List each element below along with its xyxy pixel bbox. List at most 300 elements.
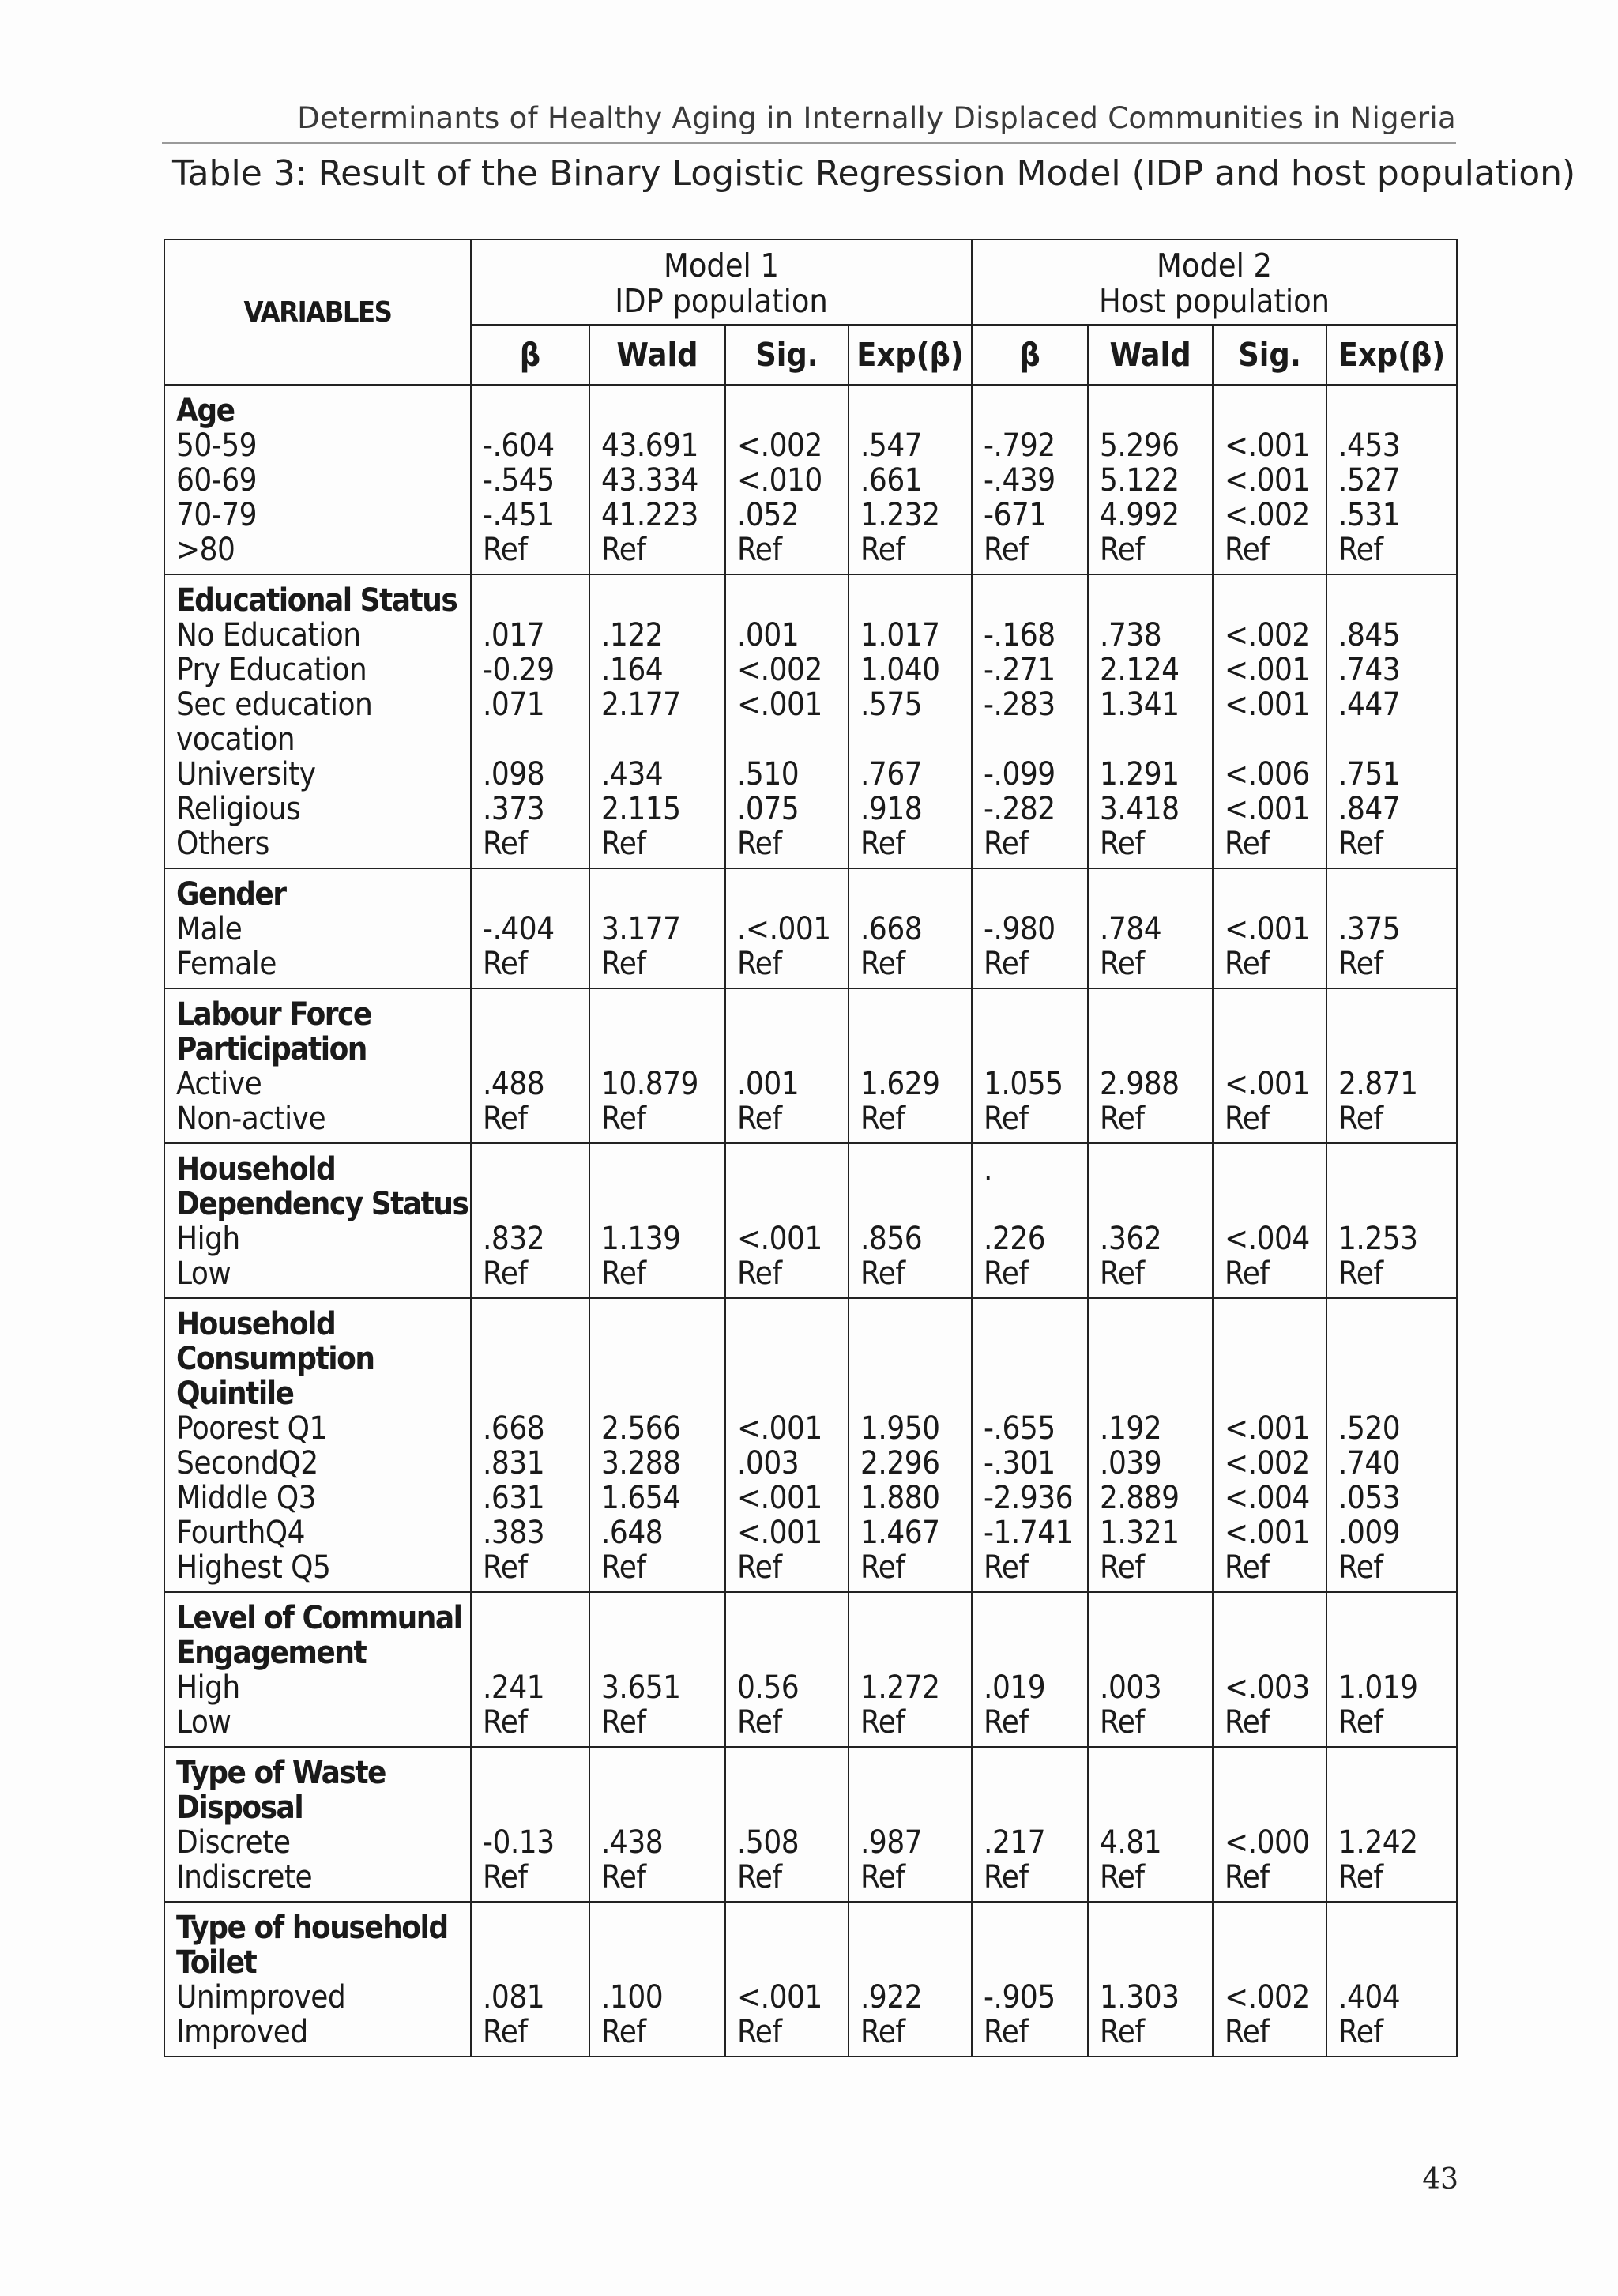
value-cell — [589, 1298, 725, 1592]
title-spacer — [1338, 1601, 1451, 1635]
model-header-row — [164, 239, 1457, 325]
value-cell — [972, 1747, 1088, 1902]
value: 1.291 — [1100, 756, 1180, 792]
title-spacer — [1100, 1376, 1207, 1411]
value: .987 — [860, 1824, 923, 1861]
value-cell — [1213, 1747, 1326, 1902]
value: .668 — [860, 911, 923, 947]
variable-group-row — [164, 1298, 1457, 1592]
title-spacer — [1225, 877, 1321, 912]
value: 2.177 — [601, 687, 681, 723]
title-spacer — [483, 1910, 584, 1945]
value-cell — [589, 1592, 725, 1747]
title-spacer — [984, 1342, 1082, 1376]
value: .488 — [483, 1066, 545, 1102]
title-spacer — [737, 1945, 843, 1980]
value: 41.223 — [601, 497, 698, 533]
value: .001 — [737, 617, 800, 653]
title-spacer — [1100, 1945, 1207, 1980]
value: 1.950 — [860, 1410, 940, 1447]
value — [601, 722, 720, 757]
value: -.792 — [984, 427, 1055, 464]
title-spacer — [1100, 583, 1207, 618]
group-title: Labour Force — [176, 996, 371, 1033]
title-spacer — [860, 1910, 966, 1945]
title-spacer — [860, 1187, 966, 1221]
col-header: β — [972, 325, 1088, 385]
value-cell — [1326, 1747, 1457, 1902]
category-label: Improved — [176, 2014, 308, 2050]
value: Ref — [860, 1859, 905, 1895]
value-cell — [972, 1592, 1088, 1747]
title-spacer — [1225, 393, 1321, 428]
title-spacer — [737, 1601, 843, 1635]
value: <.001 — [737, 1979, 822, 2016]
title-spacer — [1100, 1601, 1207, 1635]
value: -.439 — [984, 462, 1055, 499]
value: Ref — [737, 1255, 782, 1292]
title-spacer — [483, 1342, 584, 1376]
value: Ref — [1100, 1549, 1145, 1586]
value: Ref — [737, 2014, 782, 2050]
title-spacer — [483, 583, 584, 618]
title-spacer — [1100, 877, 1207, 912]
value: Ref — [984, 1101, 1029, 1137]
value: Ref — [1100, 532, 1145, 568]
value: Ref — [737, 946, 782, 982]
model2-header — [972, 239, 1457, 325]
value: 43.691 — [601, 427, 698, 464]
variable-group-row — [164, 385, 1457, 574]
value: Ref — [984, 1549, 1029, 1586]
value: Ref — [737, 1549, 782, 1586]
title-spacer — [737, 1032, 843, 1067]
model2-name: Model 2 — [1157, 247, 1272, 284]
value: <.001 — [1225, 1410, 1310, 1447]
title-spacer: . — [984, 1151, 992, 1188]
variable-group-row — [164, 1747, 1457, 1902]
variable-cell — [164, 988, 471, 1143]
title-spacer — [984, 997, 1082, 1032]
value: -.099 — [984, 756, 1055, 792]
value: .071 — [483, 687, 545, 723]
value-cell — [972, 574, 1088, 868]
category-label: Religious — [176, 791, 301, 827]
value: Ref — [1100, 946, 1145, 982]
value: .527 — [1338, 462, 1401, 499]
value: .039 — [1100, 1445, 1162, 1481]
value: 1.880 — [860, 1480, 940, 1516]
value-cell — [1213, 988, 1326, 1143]
title-spacer — [601, 1790, 720, 1825]
value-cell — [849, 1592, 972, 1747]
group-title: Household — [176, 1306, 336, 1342]
value: 1.253 — [1338, 1221, 1418, 1257]
category-label: Others — [176, 826, 269, 862]
value: .009 — [1338, 1515, 1401, 1551]
col-header: Wald — [1088, 325, 1213, 385]
value: 0.56 — [737, 1669, 800, 1706]
value: .767 — [860, 756, 923, 792]
value: .520 — [1338, 1410, 1401, 1447]
category-label: 60-69 — [176, 462, 258, 499]
category-label: Sec education — [176, 687, 373, 723]
value: 2.988 — [1100, 1066, 1180, 1102]
title-spacer — [1100, 1342, 1207, 1376]
value: 1.040 — [860, 652, 940, 688]
value-cell — [589, 868, 725, 988]
header-rule — [162, 142, 1456, 144]
value: <.002 — [1225, 617, 1310, 653]
value-cell — [589, 574, 725, 868]
value — [984, 722, 1082, 757]
variable-cell — [164, 1902, 471, 2057]
value: .751 — [1338, 756, 1401, 792]
value: 1.242 — [1338, 1824, 1418, 1861]
value: .019 — [984, 1669, 1046, 1706]
value-cell — [849, 1298, 972, 1592]
value-cell — [972, 988, 1088, 1143]
title-spacer — [1225, 1187, 1321, 1221]
category-label: 50-59 — [176, 427, 258, 464]
title-spacer — [737, 877, 843, 912]
value: .383 — [483, 1515, 545, 1551]
value: Ref — [1225, 532, 1270, 568]
title-spacer — [737, 1187, 843, 1221]
value: Ref — [984, 1704, 1029, 1741]
value: .375 — [1338, 911, 1401, 947]
value: .668 — [483, 1410, 545, 1447]
value: Ref — [601, 1255, 646, 1292]
variable-group-row — [164, 1143, 1457, 1298]
title-spacer — [483, 393, 584, 428]
group-title: Level of Communal — [176, 1600, 462, 1636]
value: .531 — [1338, 497, 1401, 533]
value: Ref — [601, 1101, 646, 1137]
title-spacer — [737, 1376, 843, 1411]
value: Ref — [1225, 1101, 1270, 1137]
value: .738 — [1100, 617, 1162, 653]
title-spacer — [483, 997, 584, 1032]
value-cell — [1326, 868, 1457, 988]
value-cell — [725, 988, 849, 1143]
title-spacer — [860, 1945, 966, 1980]
title-spacer — [984, 1376, 1082, 1411]
title-spacer — [483, 1032, 584, 1067]
value-cell — [1088, 1902, 1213, 2057]
value: <.004 — [1225, 1221, 1310, 1257]
value: -.283 — [984, 687, 1055, 723]
value: .100 — [601, 1979, 664, 2016]
value — [737, 722, 843, 757]
title-spacer — [984, 1790, 1082, 1825]
title-spacer — [483, 1945, 584, 1980]
variable-group-row — [164, 1902, 1457, 2057]
value: 2.115 — [601, 791, 681, 827]
value: 10.879 — [601, 1066, 698, 1102]
variable-group-row — [164, 574, 1457, 868]
value: .217 — [984, 1824, 1046, 1861]
title-spacer — [1338, 1945, 1451, 1980]
value-cell — [849, 1902, 972, 2057]
value-cell — [589, 1143, 725, 1298]
variables-header: VARIABLES — [164, 239, 471, 385]
title-spacer — [483, 1601, 584, 1635]
value-cell — [972, 1298, 1088, 1592]
title-spacer — [984, 877, 1082, 912]
value — [860, 722, 966, 757]
variable-cell — [164, 1143, 471, 1298]
title-spacer — [1100, 1756, 1207, 1790]
value: 3.418 — [1100, 791, 1180, 827]
col-header: β — [471, 325, 589, 385]
value: <.000 — [1225, 1824, 1310, 1861]
value: 1.321 — [1100, 1515, 1180, 1551]
group-title: Quintile — [176, 1376, 294, 1412]
title-spacer — [483, 1187, 584, 1221]
value: Ref — [601, 2014, 646, 2050]
title-spacer — [1100, 1307, 1207, 1342]
value: -.905 — [984, 1979, 1055, 2016]
value: <.001 — [1225, 687, 1310, 723]
value: 5.296 — [1100, 427, 1180, 464]
title-spacer — [1338, 1635, 1451, 1670]
category-label: SecondQ2 — [176, 1445, 318, 1481]
title-spacer — [984, 1756, 1082, 1790]
value-cell — [589, 1902, 725, 2057]
value-cell — [471, 988, 589, 1143]
title-spacer — [860, 1152, 966, 1187]
value: .453 — [1338, 427, 1401, 464]
title-spacer — [1225, 1910, 1321, 1945]
value: -.301 — [984, 1445, 1055, 1481]
value: .<.001 — [737, 911, 831, 947]
value: .241 — [483, 1669, 545, 1706]
value: Ref — [601, 532, 646, 568]
value: Ref — [483, 1704, 528, 1741]
variable-cell — [164, 1298, 471, 1592]
value: .575 — [860, 687, 923, 723]
value: Ref — [1338, 1859, 1383, 1895]
model2-population: Host population — [1099, 282, 1330, 320]
value: 1.019 — [1338, 1669, 1418, 1706]
value-cell — [1213, 385, 1326, 574]
value: -0.13 — [483, 1824, 555, 1861]
title-spacer — [737, 583, 843, 618]
title-spacer — [737, 1152, 843, 1187]
title-spacer — [1225, 1635, 1321, 1670]
value-cell — [972, 385, 1088, 574]
value: -2.936 — [984, 1480, 1074, 1516]
value: -671 — [984, 497, 1047, 533]
value: 1.467 — [860, 1515, 940, 1551]
value: Ref — [1338, 1549, 1383, 1586]
title-spacer — [1225, 1307, 1321, 1342]
value: -.404 — [483, 911, 555, 947]
value: Ref — [737, 1859, 782, 1895]
value-cell — [471, 1143, 589, 1298]
value: Ref — [737, 1704, 782, 1741]
title-spacer — [483, 1635, 584, 1670]
title-spacer — [1338, 1342, 1451, 1376]
title-spacer — [1100, 1152, 1207, 1187]
value: -.282 — [984, 791, 1055, 827]
value: .856 — [860, 1221, 923, 1257]
title-spacer — [1225, 583, 1321, 618]
value: Ref — [860, 2014, 905, 2050]
value: <.001 — [1225, 911, 1310, 947]
table-caption: Table 3: Result of the Binary Logistic Regression Model (IDP and host population) — [172, 153, 1576, 194]
variable-group-row — [164, 868, 1457, 988]
value: .052 — [737, 497, 800, 533]
value-cell — [1088, 1592, 1213, 1747]
value: 2.871 — [1338, 1066, 1418, 1102]
title-spacer — [1225, 1601, 1321, 1635]
value-cell — [1088, 868, 1213, 988]
title-spacer — [737, 1790, 843, 1825]
value: -1.741 — [984, 1515, 1074, 1551]
col-header: Sig. — [725, 325, 849, 385]
title-spacer — [1100, 1032, 1207, 1067]
value: Ref — [1338, 1704, 1383, 1741]
value: 3.288 — [601, 1445, 681, 1481]
value: 1.303 — [1100, 1979, 1180, 2016]
group-title: Participation — [176, 1031, 367, 1067]
value: .226 — [984, 1221, 1046, 1257]
value: 2.296 — [860, 1445, 940, 1481]
title-spacer — [1338, 1376, 1451, 1411]
value-cell — [471, 1902, 589, 2057]
value: 4.81 — [1100, 1824, 1162, 1861]
value: -.545 — [483, 462, 555, 499]
value-cell — [589, 988, 725, 1143]
title-spacer — [1338, 997, 1451, 1032]
value-cell — [1088, 574, 1213, 868]
value-cell — [1326, 385, 1457, 574]
value: <.002 — [737, 427, 822, 464]
value: .510 — [737, 756, 800, 792]
title-spacer — [860, 1376, 966, 1411]
value: .847 — [1338, 791, 1401, 827]
title-spacer — [601, 1376, 720, 1411]
value: 1.139 — [601, 1221, 681, 1257]
col-header: Exp(β) — [1326, 325, 1457, 385]
title-spacer — [984, 1187, 1082, 1221]
value: Ref — [1338, 532, 1383, 568]
value: <.001 — [737, 687, 822, 723]
category-label: Pry Education — [176, 652, 367, 688]
value: 2.889 — [1100, 1480, 1180, 1516]
value: Ref — [860, 946, 905, 982]
value-cell — [725, 1902, 849, 2057]
value: <.002 — [1225, 497, 1310, 533]
value: Ref — [1338, 2014, 1383, 2050]
value-cell — [1213, 1298, 1326, 1592]
variable-cell — [164, 385, 471, 574]
value: Ref — [483, 1101, 528, 1137]
group-title: Dependency Status — [176, 1186, 468, 1222]
page-number: 43 — [1422, 2163, 1458, 2196]
title-spacer — [601, 1307, 720, 1342]
value-cell — [725, 385, 849, 574]
value: <.006 — [1225, 756, 1310, 792]
value: Ref — [1225, 946, 1270, 982]
group-title: Consumption — [176, 1341, 374, 1377]
title-spacer — [601, 1756, 720, 1790]
value: Ref — [737, 826, 782, 862]
value — [1225, 722, 1321, 757]
value: Ref — [1225, 1704, 1270, 1741]
title-spacer — [601, 997, 720, 1032]
value-cell — [1326, 1298, 1457, 1592]
value: .017 — [483, 617, 545, 653]
value-cell — [1213, 1902, 1326, 2057]
value: <.001 — [737, 1515, 822, 1551]
category-label: Poorest Q1 — [176, 1410, 327, 1447]
title-spacer — [737, 393, 843, 428]
value-cell — [471, 1592, 589, 1747]
title-spacer — [860, 997, 966, 1032]
value: 3.651 — [601, 1669, 681, 1706]
title-spacer — [984, 1601, 1082, 1635]
value: <.001 — [1225, 427, 1310, 464]
title-spacer — [601, 1032, 720, 1067]
value: .547 — [860, 427, 923, 464]
title-spacer — [860, 1601, 966, 1635]
value-cell — [1088, 1143, 1213, 1298]
value: Ref — [860, 1255, 905, 1292]
value: Ref — [1225, 1549, 1270, 1586]
value-cell — [589, 385, 725, 574]
title-spacer — [1100, 1187, 1207, 1221]
value: -.451 — [483, 497, 555, 533]
value-cell — [1088, 385, 1213, 574]
title-spacer — [737, 997, 843, 1032]
category-label: No Education — [176, 617, 361, 653]
value: Ref — [737, 1101, 782, 1137]
title-spacer — [483, 877, 584, 912]
title-spacer — [483, 1152, 584, 1187]
value: <.001 — [1225, 462, 1310, 499]
value: .447 — [1338, 687, 1401, 723]
value-cell — [1213, 1592, 1326, 1747]
category-label: Highest Q5 — [176, 1549, 331, 1586]
category-label: High — [176, 1221, 240, 1257]
title-spacer — [984, 1945, 1082, 1980]
title-spacer — [1225, 1152, 1321, 1187]
col-header: Exp(β) — [849, 325, 972, 385]
value: .053 — [1338, 1480, 1401, 1516]
value-cell — [1213, 1143, 1326, 1298]
value: <.001 — [1225, 791, 1310, 827]
title-spacer — [483, 1307, 584, 1342]
title-spacer — [737, 1307, 843, 1342]
title-spacer — [1225, 1945, 1321, 1980]
value: .922 — [860, 1979, 923, 2016]
col-header: Sig. — [1213, 325, 1326, 385]
title-spacer — [737, 1756, 843, 1790]
category-label: High — [176, 1669, 240, 1706]
title-spacer — [984, 1635, 1082, 1670]
value: Ref — [984, 532, 1029, 568]
value: 1.232 — [860, 497, 940, 533]
value: Ref — [483, 826, 528, 862]
value-cell — [849, 1143, 972, 1298]
category-label: Discrete — [176, 1824, 291, 1861]
value: Ref — [1100, 1859, 1145, 1895]
value: <.001 — [1225, 652, 1310, 688]
value: Ref — [1225, 1255, 1270, 1292]
